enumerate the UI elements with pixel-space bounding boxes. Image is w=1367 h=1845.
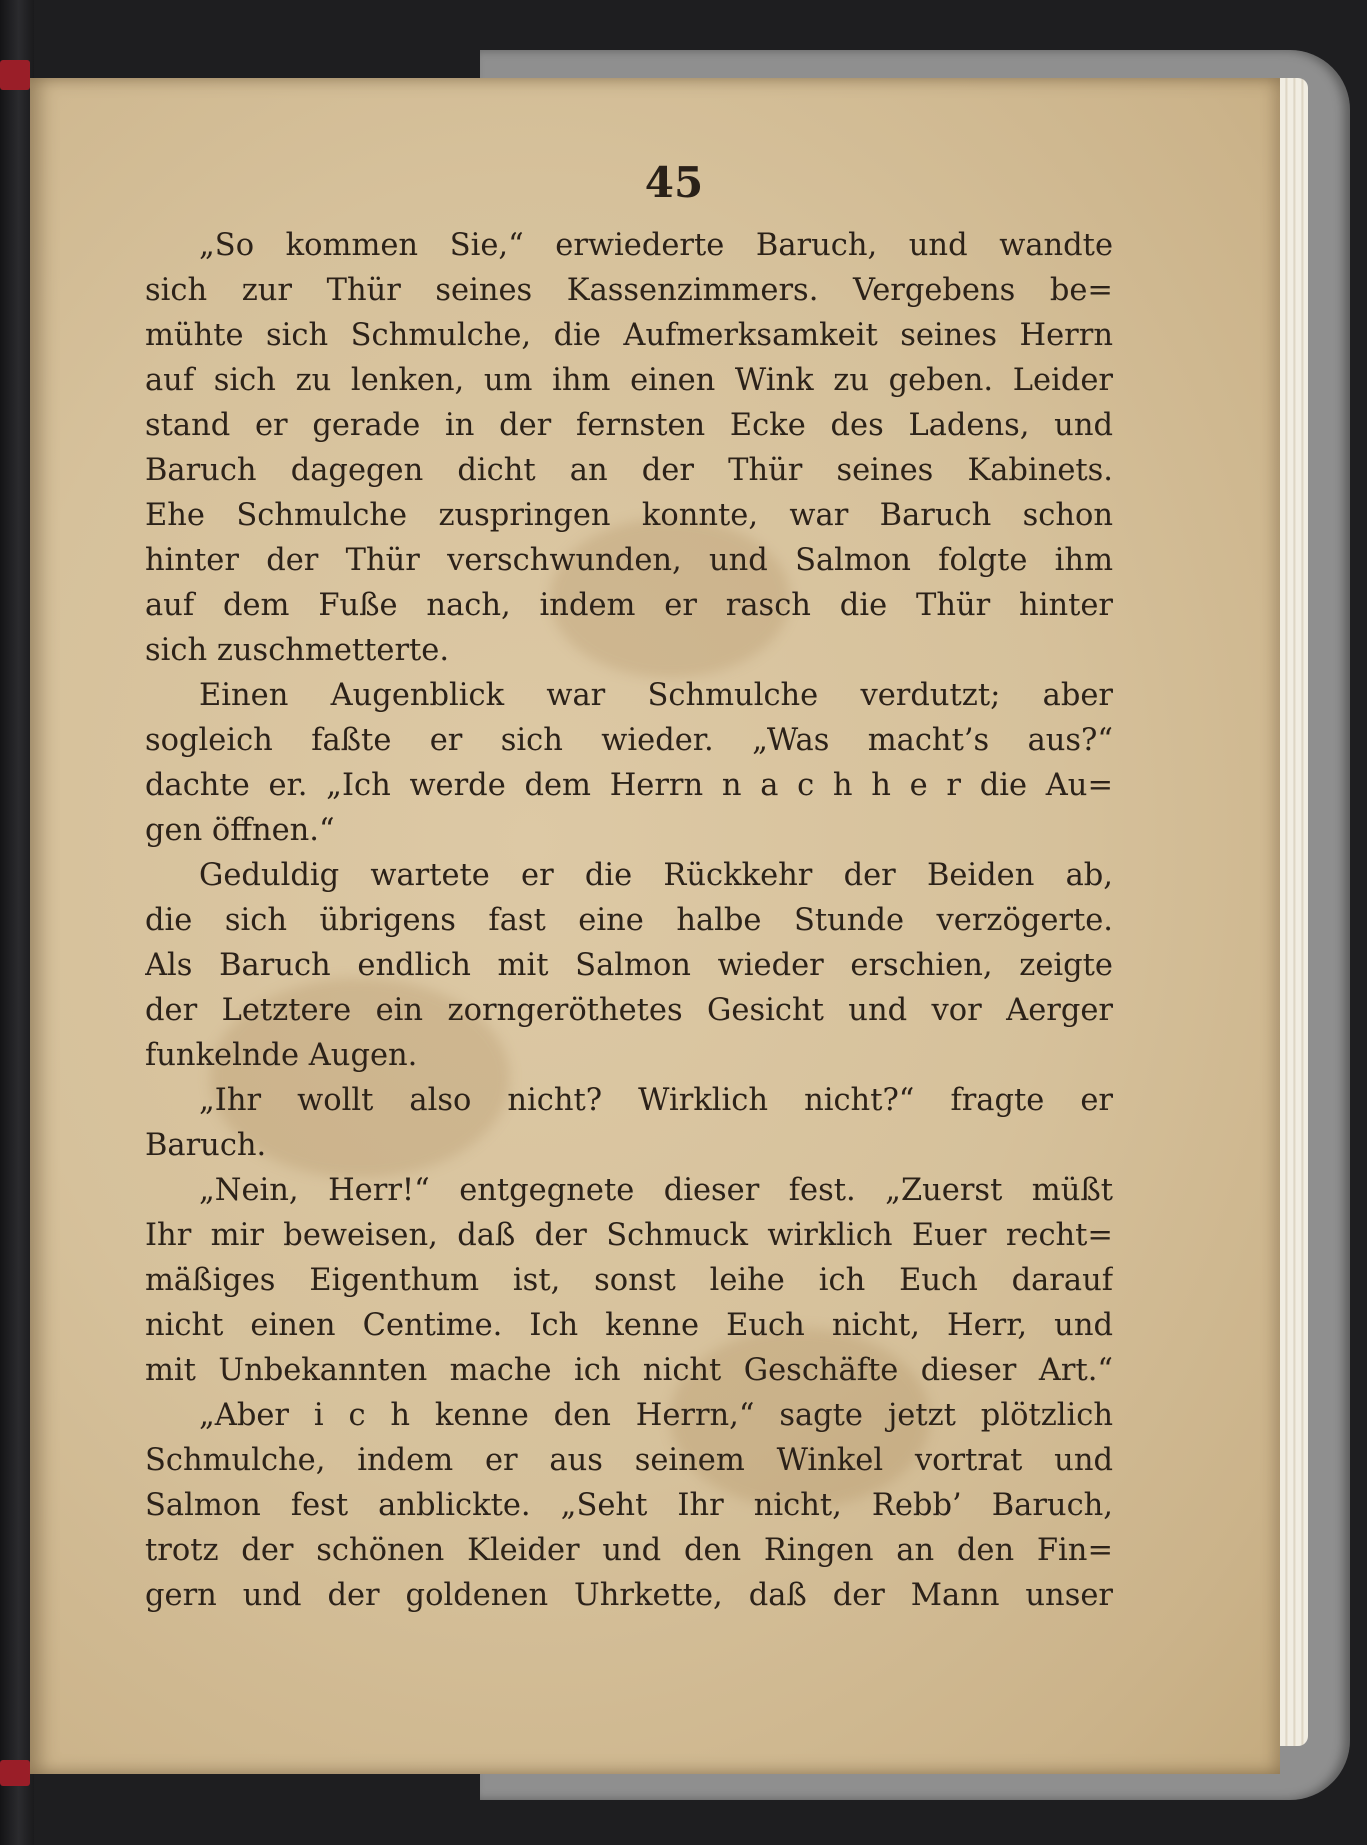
text-line: mäßiges Eigenthum ist, sonst leihe ich Euch darauf — [145, 1263, 1113, 1298]
text-line: stand er gerade in der fernsten Ecke des Ladens, und — [145, 408, 1113, 443]
text-line: hinter der Thür verschwunden, und Salmon folgte ihm — [145, 543, 1113, 578]
text-line: „Aber i c h kenne den Herrn,“ sagte jetzt plötzlich — [199, 1398, 1113, 1433]
text-line: mühte sich Schmulche, die Aufmerksamkeit seines Herrn — [145, 318, 1113, 353]
text-line: Schmulche, indem er aus seinem Winkel vortrat und — [145, 1443, 1113, 1478]
text-line: Ehe Schmulche zuspringen konnte, war Baruch schon — [145, 498, 1113, 533]
binding-thread-top — [0, 60, 30, 90]
text-line: Einen Augenblick war Schmulche verdutzt; aber — [199, 678, 1113, 713]
text-line: sogleich faßte er sich wieder. „Was macht’s aus?“ — [145, 723, 1113, 758]
text-line: nicht einen Centime. Ich kenne Euch nicht, Herr, und — [145, 1308, 1113, 1343]
text-line: Als Baruch endlich mit Salmon wieder erschien, zeigte — [145, 948, 1113, 983]
text-line: funkelnde Augen. — [145, 1038, 418, 1073]
text-line: mit Unbekannten mache ich nicht Geschäfte dieser Art.“ — [145, 1353, 1113, 1388]
book-binding — [0, 0, 34, 1845]
text-line: Baruch. — [145, 1128, 267, 1163]
text-line: Geduldig wartete er die Rückkehr der Beiden ab, — [199, 858, 1113, 893]
book-page — [30, 78, 1280, 1774]
page-text — [145, 223, 1113, 1618]
page-number: 45 — [644, 158, 704, 207]
text-line: „So kommen Sie,“ erwiederte Baruch, und wandte — [199, 228, 1113, 263]
text-line: der Letztere ein zorngeröthetes Gesicht und vor Aerger — [145, 993, 1113, 1028]
text-line: „Ihr wollt also nicht? Wirklich nicht?“ fragte er — [199, 1083, 1113, 1118]
binding-thread-bottom — [0, 1760, 30, 1786]
text-line: dachte er. „Ich werde dem Herrn n a c h h e r die Au= — [145, 768, 1113, 803]
text-line: die sich übrigens fast eine halbe Stunde verzögerte. — [145, 903, 1113, 938]
text-line: „Nein, Herr!“ entgegnete dieser fest. „Zuerst müßt — [199, 1173, 1113, 1208]
text-line: auf dem Fuße nach, indem er rasch die Thür hinter — [145, 588, 1113, 623]
text-line: Ihr mir beweisen, daß der Schmuck wirklich Euer recht= — [145, 1218, 1113, 1253]
text-line: trotz der schönen Kleider und den Ringen an den Fin= — [145, 1533, 1113, 1568]
text-line: Salmon fest anblickte. „Seht Ihr nicht, Rebb’ Baruch, — [145, 1488, 1113, 1523]
text-line: sich zur Thür seines Kassenzimmers. Vergebens be= — [145, 273, 1113, 308]
text-line: auf sich zu lenken, um ihm einen Wink zu geben. Leider — [145, 363, 1113, 398]
text-line: gen öffnen.“ — [145, 813, 335, 848]
text-line: gern und der goldenen Uhrkette, daß der Mann unser — [145, 1578, 1113, 1613]
text-line: sich zuschmetterte. — [145, 633, 450, 668]
text-line: Baruch dagegen dicht an der Thür seines Kabinets. — [145, 453, 1113, 488]
